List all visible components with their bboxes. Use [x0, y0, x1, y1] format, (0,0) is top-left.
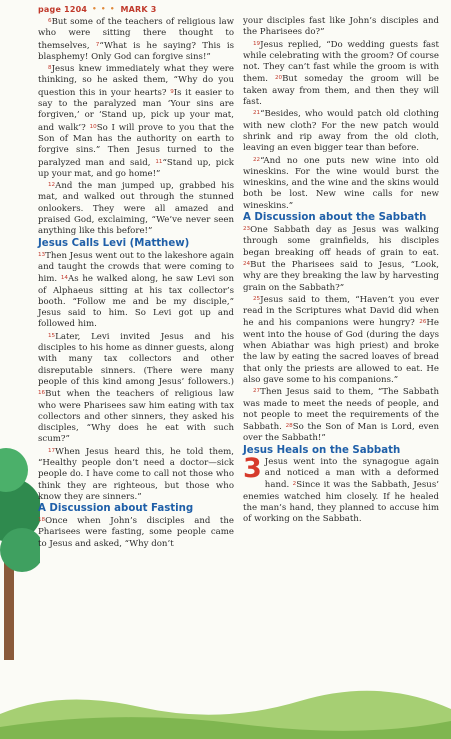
verse-text: But when the teachers of religious law who were Pharisees saw him eating with tax collectors and other sinners, they asked his disciples, “Why does he eat with such scum?”	[38, 389, 234, 445]
verse-text: Since it was the Sabbath, Jesus’ enemies watched him closely. If he healed the man’s hand, they planned to accuse him of working on the Sabbath.	[243, 480, 439, 525]
section-heading: A Discussion about Fasting	[38, 503, 194, 515]
paragraph	[243, 16, 439, 39]
paragraph	[38, 515, 234, 550]
verse-text: As he walked along, he saw Levi son of Alphaeus sitting at his tax collector’s booth. “Follow me and be my disciple,” Jesus said to him. So Levi got up and followed him.	[38, 274, 234, 330]
verse-text: But someday the groom will be taken away from them, and then they will fast.	[243, 74, 439, 108]
page-number: page 1204	[38, 4, 88, 14]
paragraph	[38, 250, 234, 331]
verse-number: 20	[274, 75, 283, 82]
verse-number: 16	[38, 390, 46, 397]
verse-text: Then Jesus went out to the lakeshore again and taught the crowds that were coming to him.	[38, 250, 234, 285]
verse-text: Once when John’s disciples and the Pharisees were fasting, some people came to Jesus and asked, “Why don’t	[38, 516, 234, 549]
verse-number: 6	[48, 18, 52, 24]
verse-number: 27	[253, 388, 261, 395]
verse-number: 23	[243, 226, 251, 233]
verse-number: 21	[253, 110, 261, 117]
verse-number: 11	[155, 158, 163, 165]
verse-number: 14	[60, 275, 68, 282]
section-heading: Jesus Calls Levi (Matthew)	[38, 237, 190, 249]
left-column	[38, 16, 234, 550]
book-chapter: MARK 3	[120, 4, 157, 14]
verse-text: So I will prove to you that the Son of Man has the authority on earth to forgive sins.” Then Jesus turned to the paralyzed man and said,	[38, 122, 234, 168]
verse-text: “Besides, who would patch old clothing with new cloth? For the new patch would shrink and rip away from the old cloth, leaving an even bigger tear than before.	[243, 109, 439, 154]
verse-number: 13	[38, 251, 46, 258]
chapter-start-paragraph	[243, 452, 439, 526]
section-heading: A Discussion about the Sabbath	[243, 212, 427, 224]
verse-number: 19	[253, 40, 261, 47]
verse-text: Later, Levi invited Jesus and his disciples to his home as dinner guests, along with many tax collectors and other disreputable sinners. (There were many people of this kind among Jesus’ followers.)	[38, 331, 234, 387]
verse-number: 12	[48, 182, 56, 189]
hills-illustration	[0, 679, 451, 739]
paragraph	[243, 224, 439, 294]
verse-text: Then Jesus said to them, “The Sabbath was made to meet the needs of people, and not people to meet the requirements of the Sabbath.	[243, 387, 439, 433]
verse-text: Jesus said to them, “Haven’t you ever read in the Scriptures what David did when he and his companions were hungry?	[243, 294, 439, 329]
paragraph	[38, 16, 234, 63]
verse-number: 8	[48, 65, 52, 72]
verse-number: 2	[292, 481, 297, 488]
verse-number: 18	[38, 517, 46, 524]
verse-text: “Stand up, pick up your mat, and go home!”	[38, 157, 234, 179]
verse-text: “And no one puts new wine into old wineskins. For the wine would burst the wineskins, and the wine and the skins would both be lost. New wine calls for new wineskins.”	[243, 155, 439, 211]
header-dots: • • •	[92, 5, 116, 13]
paragraph	[243, 386, 439, 444]
verse-number: 26	[419, 319, 427, 326]
verse-text: When Jesus heard this, he told them, “Healthy people don’t need a doctor—sick people do. I have come to call not those who think they are righteous, but those who know they are sinners.”	[38, 446, 234, 502]
verse-number: 22	[253, 156, 261, 163]
verse-number: 28	[285, 423, 293, 430]
paragraph	[243, 294, 439, 386]
verse-number: 9	[170, 88, 174, 95]
verse-text: And the man jumped up, grabbed his mat, and walked out through the stunned onlookers. They were all amazed and praised God, exclaiming, “We’ve never seen anything like this before!”	[38, 181, 234, 237]
paragraph	[243, 108, 439, 154]
paragraph	[38, 331, 234, 446]
verse-number: 24	[243, 260, 251, 267]
verse-text: He went into the house of God (during the days when Abiathar was high priest) and broke the law by eating the sacred loaves of bread that only the priests are allowed to eat. He also gave some to his companions.”	[243, 318, 439, 385]
verse-number: 17	[48, 447, 56, 454]
verse-text: One Sabbath day as Jesus was walking through some grainfields, his disciples began breaking off heads of grain to eat.	[243, 225, 439, 258]
verse-text: Is it easier to say to the paralyzed man ‘Your sins are forgiven,’ or ‘Stand up, pick up your mat, and walk’?	[38, 87, 234, 133]
verse-text: But the Pharisees said to Jesus, “Look, why are they breaking the law by harvesting grain on the Sabbath?”	[243, 259, 439, 293]
paragraph	[243, 155, 439, 212]
paragraph	[38, 63, 234, 180]
paragraph	[38, 180, 234, 237]
verse-number: 15	[48, 332, 56, 339]
verse-text: your disciples fast like John’s disciples and the Pharisees do?”	[243, 16, 439, 38]
tree-illustration	[0, 440, 40, 660]
verse-text: “What is he saying? This is blasphemy! Only God can forgive sins!”	[38, 40, 234, 62]
section-heading: Jesus Heals on the Sabbath	[243, 444, 401, 456]
verse-number: 10	[89, 123, 97, 130]
paragraph	[38, 446, 234, 503]
verse-number: 25	[253, 295, 261, 302]
verse-text: Jesus knew immediately what they were thinking, so he asked them, “Why do you question this in your hearts?	[38, 64, 234, 98]
right-column	[243, 16, 439, 525]
page-header	[38, 2, 157, 16]
paragraph	[243, 39, 439, 109]
chapter-number: 3	[243, 452, 262, 484]
verse-text: So the Son of Man is Lord, even over the Sabbath!”	[243, 422, 440, 444]
verse-text: Jesus replied, “Do wedding guests fast while celebrating with the groom? Of course not. They can’t fast while the groom is with them.	[243, 39, 439, 85]
verse-number: 7	[95, 41, 100, 48]
verse-text: Jesus went into the synagogue again and noticed a man with a deformed hand.	[264, 456, 439, 491]
verse-text: But some of the teachers of religious law who were sitting there thought to themselves,	[38, 17, 234, 51]
